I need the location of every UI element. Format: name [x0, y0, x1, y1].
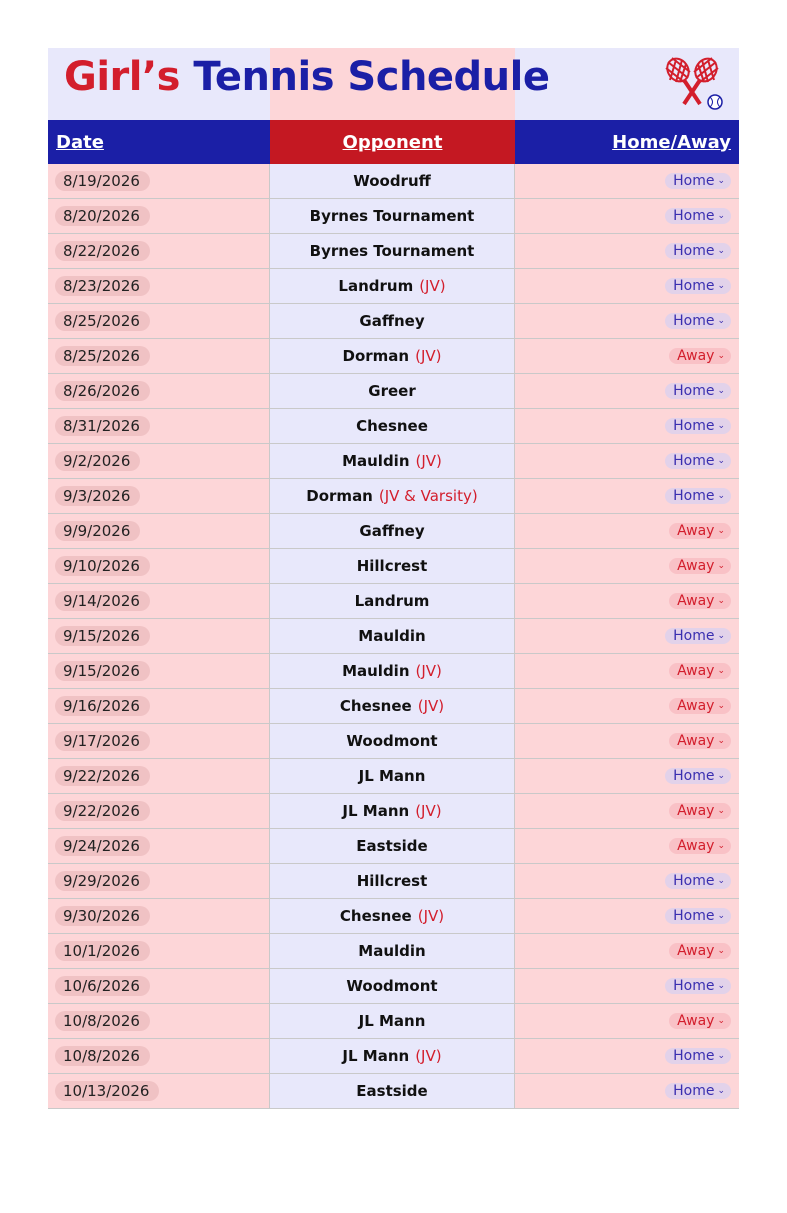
date-cell[interactable]: [48, 234, 270, 269]
date-chip: 8/25/2026: [55, 346, 150, 366]
date-cell[interactable]: [48, 759, 270, 794]
chevron-down-icon: ⌄: [717, 1016, 725, 1026]
home-away-value: Away: [677, 733, 715, 749]
chevron-down-icon: ⌄: [717, 946, 725, 956]
home-away-dropdown[interactable]: [665, 383, 731, 399]
date-cell[interactable]: [48, 1039, 270, 1074]
opponent-name: Byrnes Tournament: [309, 207, 475, 225]
date-chip: 9/15/2026: [55, 626, 150, 646]
home-away-cell: [515, 1074, 739, 1109]
opponent-cell[interactable]: [270, 304, 515, 339]
opponent-name: Eastside: [356, 837, 428, 855]
date-cell[interactable]: [48, 164, 270, 199]
date-cell[interactable]: [48, 934, 270, 969]
date-chip: 8/22/2026: [55, 241, 150, 261]
opponent-cell[interactable]: [270, 829, 515, 864]
home-away-dropdown[interactable]: [665, 243, 731, 259]
table-row: [48, 1004, 739, 1039]
date-chip: 9/17/2026: [55, 731, 150, 751]
column-header-home-away[interactable]: Home/Away: [515, 120, 739, 164]
tennis-rackets-ball-icon: [660, 56, 724, 112]
opponent-note: (JV & Varsity): [378, 487, 478, 505]
opponent-name: Hillcrest: [356, 557, 428, 575]
home-away-value: Home: [673, 628, 715, 644]
home-away-value: Home: [673, 278, 715, 294]
home-away-value: Away: [677, 558, 715, 574]
date-cell[interactable]: [48, 1004, 270, 1039]
date-cell[interactable]: [48, 479, 270, 514]
title-part-2: Tennis Schedule: [193, 54, 550, 100]
home-away-cell: [515, 199, 739, 234]
home-away-dropdown[interactable]: [669, 558, 731, 574]
date-chip: 8/25/2026: [55, 311, 150, 331]
opponent-name: Landrum: [354, 592, 430, 610]
chevron-down-icon: ⌄: [717, 666, 725, 676]
table-row: [48, 549, 739, 584]
home-away-cell: [515, 514, 739, 549]
opponent-cell[interactable]: [270, 339, 515, 374]
date-cell[interactable]: [48, 269, 270, 304]
date-cell[interactable]: [48, 1074, 270, 1109]
opponent-cell[interactable]: [270, 899, 515, 934]
chevron-down-icon: ⌄: [717, 386, 725, 396]
home-away-value: Home: [673, 488, 715, 504]
chevron-down-icon: ⌄: [717, 246, 725, 256]
table-row: [48, 304, 739, 339]
home-away-cell: [515, 304, 739, 339]
home-away-value: Away: [677, 803, 715, 819]
table-row: [48, 794, 739, 829]
chevron-down-icon: ⌄: [717, 211, 725, 221]
home-away-dropdown[interactable]: [665, 278, 731, 294]
date-cell[interactable]: [48, 619, 270, 654]
table-header: [48, 120, 739, 164]
home-away-value: Away: [677, 523, 715, 539]
date-chip: 10/6/2026: [55, 976, 150, 996]
date-cell[interactable]: [48, 304, 270, 339]
date-chip: 8/19/2026: [55, 171, 150, 191]
home-away-dropdown[interactable]: [665, 418, 731, 434]
home-away-value: Away: [677, 838, 715, 854]
opponent-note: (JV): [415, 452, 442, 470]
date-cell[interactable]: [48, 829, 270, 864]
home-away-dropdown[interactable]: [665, 1048, 731, 1064]
opponent-note: (JV): [417, 697, 445, 715]
opponent-cell[interactable]: [270, 479, 515, 514]
opponent-cell[interactable]: [270, 619, 515, 654]
table-row: [48, 164, 739, 199]
home-away-dropdown[interactable]: [669, 523, 731, 539]
chevron-down-icon: ⌄: [717, 561, 725, 571]
home-away-cell: [515, 689, 739, 724]
home-away-value: Home: [673, 908, 715, 924]
home-away-cell: [515, 549, 739, 584]
opponent-note: (JV): [415, 802, 442, 820]
date-chip: 8/31/2026: [55, 416, 150, 436]
table-row: [48, 234, 739, 269]
date-chip: 10/8/2026: [55, 1011, 150, 1031]
table-row: [48, 269, 739, 304]
home-away-dropdown[interactable]: [669, 943, 731, 959]
opponent-note: (JV): [415, 1047, 442, 1065]
date-chip: 9/22/2026: [55, 766, 150, 786]
home-away-cell: [515, 1039, 739, 1074]
chevron-down-icon: ⌄: [717, 491, 725, 501]
opponent-name: Mauldin: [358, 627, 426, 645]
schedule-rows: [48, 164, 739, 1109]
date-chip: 9/3/2026: [55, 486, 140, 506]
opponent-name: Greer: [368, 382, 416, 400]
home-away-cell: [515, 374, 739, 409]
opponent-name: Dorman: [306, 487, 373, 505]
home-away-dropdown[interactable]: [669, 698, 731, 714]
home-away-dropdown[interactable]: [669, 593, 731, 609]
table-row: [48, 514, 739, 549]
opponent-note: (JV): [419, 277, 446, 295]
date-chip: 10/8/2026: [55, 1046, 150, 1066]
home-away-value: Home: [673, 978, 715, 994]
home-away-value: Home: [673, 768, 715, 784]
home-away-dropdown[interactable]: [665, 908, 731, 924]
date-chip: 9/2/2026: [55, 451, 140, 471]
date-cell[interactable]: [48, 409, 270, 444]
date-cell[interactable]: [48, 689, 270, 724]
home-away-value: Away: [677, 593, 715, 609]
date-chip: 9/24/2026: [55, 836, 150, 856]
date-chip: 9/16/2026: [55, 696, 150, 716]
home-away-dropdown[interactable]: [665, 453, 731, 469]
column-header-date[interactable]: Date: [48, 120, 270, 164]
home-away-value: Home: [673, 173, 715, 189]
opponent-cell[interactable]: [270, 374, 515, 409]
title-band: [48, 48, 739, 120]
home-away-dropdown[interactable]: [665, 173, 731, 189]
date-cell[interactable]: [48, 339, 270, 374]
opponent-name: Byrnes Tournament: [309, 242, 475, 260]
opponent-name: Mauldin: [342, 452, 410, 470]
home-away-value: Home: [673, 208, 715, 224]
opponent-name: Hillcrest: [356, 872, 428, 890]
chevron-down-icon: ⌄: [717, 771, 725, 781]
table-row: [48, 339, 739, 374]
chevron-down-icon: ⌄: [717, 981, 725, 991]
home-away-cell: [515, 479, 739, 514]
date-cell[interactable]: [48, 584, 270, 619]
table-row: [48, 724, 739, 759]
home-away-cell: [515, 269, 739, 304]
table-row: [48, 689, 739, 724]
opponent-cell[interactable]: [270, 724, 515, 759]
home-away-dropdown[interactable]: [665, 488, 731, 504]
chevron-down-icon: ⌄: [717, 456, 725, 466]
home-away-cell: [515, 794, 739, 829]
home-away-value: Home: [673, 313, 715, 329]
opponent-name: Woodmont: [346, 732, 438, 750]
home-away-dropdown[interactable]: [669, 663, 731, 679]
date-cell[interactable]: [48, 199, 270, 234]
date-cell[interactable]: [48, 549, 270, 584]
home-away-cell: [515, 969, 739, 1004]
opponent-name: Chesnee: [356, 417, 428, 435]
chevron-down-icon: ⌄: [717, 841, 725, 851]
home-away-cell: [515, 619, 739, 654]
date-chip: 8/20/2026: [55, 206, 150, 226]
home-away-cell: [515, 164, 739, 199]
table-row: [48, 969, 739, 1004]
date-cell[interactable]: [48, 724, 270, 759]
opponent-name: Eastside: [356, 1082, 428, 1100]
home-away-value: Home: [673, 453, 715, 469]
table-row: [48, 1074, 739, 1109]
home-away-cell: [515, 444, 739, 479]
date-cell[interactable]: [48, 794, 270, 829]
date-chip: 10/1/2026: [55, 941, 150, 961]
table-row: [48, 1039, 739, 1074]
schedule-sheet: [48, 48, 739, 1109]
home-away-value: Home: [673, 383, 715, 399]
home-away-value: Away: [677, 663, 715, 679]
opponent-note: (JV): [417, 907, 445, 925]
chevron-down-icon: ⌄: [717, 1086, 725, 1096]
opponent-name: Gaffney: [359, 312, 425, 330]
opponent-name: JL Mann: [358, 1012, 426, 1030]
opponent-cell[interactable]: [270, 864, 515, 899]
opponent-cell[interactable]: [270, 969, 515, 1004]
home-away-dropdown[interactable]: [665, 978, 731, 994]
date-chip: 10/13/2026: [55, 1081, 159, 1101]
date-cell[interactable]: [48, 969, 270, 1004]
home-away-value: Away: [677, 698, 715, 714]
table-row: [48, 619, 739, 654]
opponent-note: (JV): [415, 662, 442, 680]
chevron-down-icon: ⌄: [717, 526, 725, 536]
home-away-dropdown[interactable]: [669, 803, 731, 819]
date-chip: 9/30/2026: [55, 906, 150, 926]
title-part-1: Girl’s: [64, 54, 180, 100]
date-chip: 9/9/2026: [55, 521, 140, 541]
home-away-dropdown[interactable]: [665, 313, 731, 329]
home-away-dropdown[interactable]: [665, 208, 731, 224]
page-title: [64, 54, 550, 100]
date-cell[interactable]: [48, 864, 270, 899]
opponent-name: Dorman: [342, 347, 410, 365]
opponent-cell[interactable]: [270, 689, 515, 724]
home-away-dropdown[interactable]: [665, 628, 731, 644]
opponent-name: Chesnee: [339, 907, 412, 925]
home-away-dropdown[interactable]: [669, 348, 731, 364]
date-cell[interactable]: [48, 374, 270, 409]
home-away-dropdown[interactable]: [669, 733, 731, 749]
date-cell[interactable]: [48, 654, 270, 689]
chevron-down-icon: ⌄: [717, 876, 725, 886]
opponent-cell[interactable]: [270, 759, 515, 794]
opponent-cell[interactable]: [270, 164, 515, 199]
opponent-cell[interactable]: [270, 584, 515, 619]
opponent-cell[interactable]: [270, 794, 515, 829]
opponent-cell[interactable]: [270, 269, 515, 304]
date-chip: 8/23/2026: [55, 276, 150, 296]
opponent-name: Mauldin: [342, 662, 410, 680]
home-away-dropdown[interactable]: [665, 1083, 731, 1099]
opponent-name: Mauldin: [358, 942, 426, 960]
date-chip: 9/15/2026: [55, 661, 150, 681]
home-away-dropdown[interactable]: [669, 838, 731, 854]
opponent-cell[interactable]: [270, 409, 515, 444]
opponent-cell[interactable]: [270, 1039, 515, 1074]
opponent-name: Gaffney: [359, 522, 425, 540]
home-away-value: Away: [677, 943, 715, 959]
date-chip: 9/10/2026: [55, 556, 150, 576]
chevron-down-icon: ⌄: [717, 421, 725, 431]
table-row: [48, 444, 739, 479]
home-away-cell: [515, 934, 739, 969]
opponent-name: JL Mann: [342, 802, 410, 820]
table-row: [48, 829, 739, 864]
table-row: [48, 584, 739, 619]
chevron-down-icon: ⌄: [717, 631, 725, 641]
chevron-down-icon: ⌄: [717, 806, 725, 816]
opponent-name: Chesnee: [339, 697, 412, 715]
home-away-value: Home: [673, 243, 715, 259]
opponent-cell[interactable]: [270, 654, 515, 689]
home-away-cell: [515, 654, 739, 689]
home-away-dropdown[interactable]: [665, 768, 731, 784]
opponent-cell[interactable]: [270, 549, 515, 584]
home-away-value: Home: [673, 873, 715, 889]
home-away-value: Away: [677, 348, 715, 364]
opponent-name: JL Mann: [342, 1047, 410, 1065]
opponent-cell[interactable]: [270, 934, 515, 969]
home-away-value: Home: [673, 1048, 715, 1064]
opponent-cell[interactable]: [270, 1004, 515, 1039]
opponent-cell[interactable]: [270, 444, 515, 479]
opponent-cell[interactable]: [270, 234, 515, 269]
opponent-name: Woodmont: [346, 977, 438, 995]
home-away-cell: [515, 234, 739, 269]
home-away-cell: [515, 759, 739, 794]
opponent-name: JL Mann: [358, 767, 426, 785]
table-row: [48, 654, 739, 689]
table-row: [48, 409, 739, 444]
date-chip: 8/26/2026: [55, 381, 150, 401]
chevron-down-icon: ⌄: [717, 281, 725, 291]
table-row: [48, 759, 739, 794]
date-chip: 9/22/2026: [55, 801, 150, 821]
chevron-down-icon: ⌄: [717, 911, 725, 921]
column-header-opponent[interactable]: Opponent: [270, 120, 515, 164]
date-cell[interactable]: [48, 899, 270, 934]
home-away-cell: [515, 829, 739, 864]
home-away-cell: [515, 409, 739, 444]
home-away-cell: [515, 899, 739, 934]
chevron-down-icon: ⌄: [717, 351, 725, 361]
home-away-value: Home: [673, 1083, 715, 1099]
home-away-cell: [515, 864, 739, 899]
home-away-cell: [515, 584, 739, 619]
table-row: [48, 934, 739, 969]
opponent-note: (JV): [415, 347, 442, 365]
home-away-value: Home: [673, 418, 715, 434]
chevron-down-icon: ⌄: [717, 701, 725, 711]
table-row: [48, 199, 739, 234]
home-away-dropdown[interactable]: [669, 1013, 731, 1029]
home-away-value: Away: [677, 1013, 715, 1029]
date-cell[interactable]: [48, 444, 270, 479]
chevron-down-icon: ⌄: [717, 176, 725, 186]
table-row: [48, 374, 739, 409]
date-cell[interactable]: [48, 514, 270, 549]
table-row: [48, 899, 739, 934]
chevron-down-icon: ⌄: [717, 596, 725, 606]
home-away-cell: [515, 1004, 739, 1039]
table-row: [48, 864, 739, 899]
opponent-cell[interactable]: [270, 199, 515, 234]
chevron-down-icon: ⌄: [717, 736, 725, 746]
opponent-name: Landrum: [338, 277, 414, 295]
chevron-down-icon: ⌄: [717, 1051, 725, 1061]
opponent-name: Woodruff: [353, 172, 431, 190]
date-chip: 9/29/2026: [55, 871, 150, 891]
chevron-down-icon: ⌄: [717, 316, 725, 326]
opponent-cell[interactable]: [270, 1074, 515, 1109]
table-row: [48, 479, 739, 514]
home-away-cell: [515, 724, 739, 759]
home-away-cell: [515, 339, 739, 374]
opponent-cell[interactable]: [270, 514, 515, 549]
date-chip: 9/14/2026: [55, 591, 150, 611]
home-away-dropdown[interactable]: [665, 873, 731, 889]
